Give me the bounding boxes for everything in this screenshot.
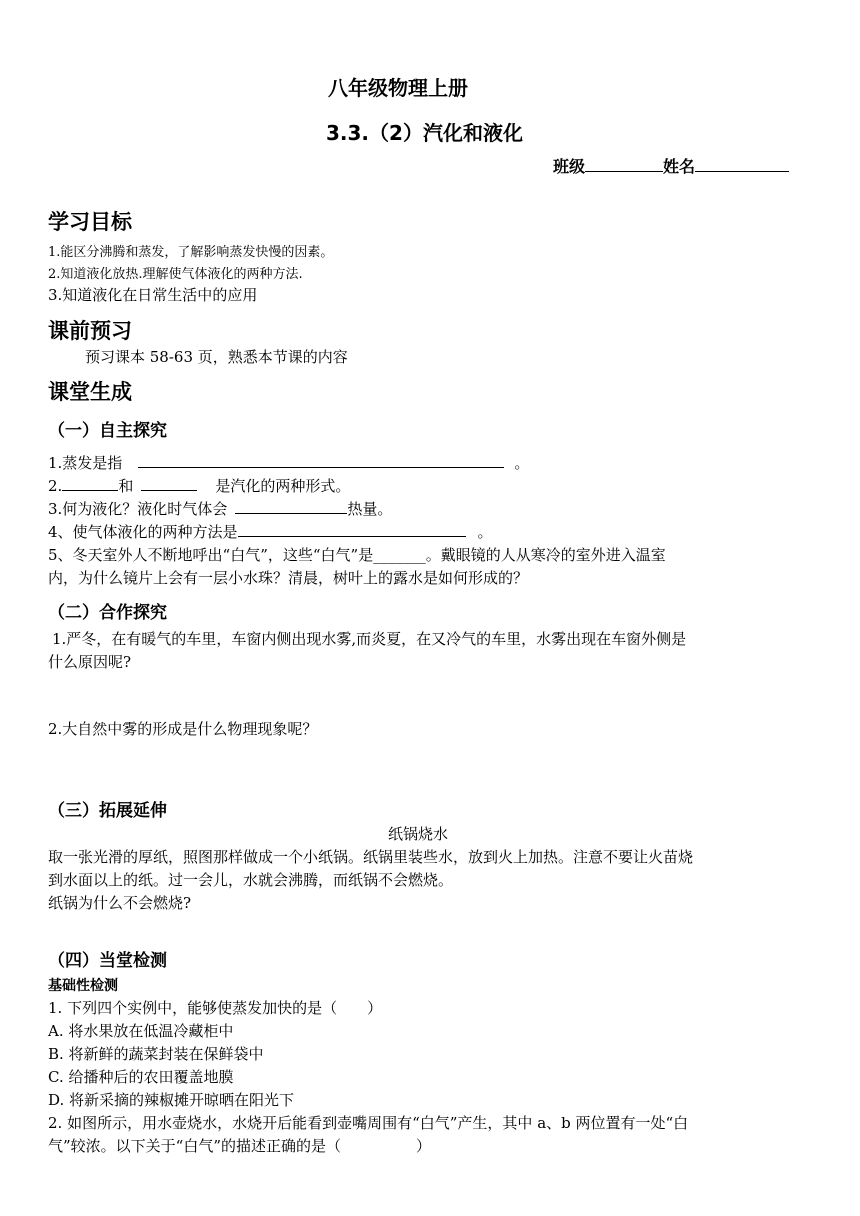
test-option-d: D. 将新采摘的辣椒摊开晾晒在阳光下 [48, 1091, 295, 1109]
question-text: 。 [514, 454, 530, 472]
name-blank[interactable] [695, 157, 789, 172]
objective-item: 1.能区分沸腾和蒸发，了解影响蒸发快慢的因素。 [48, 245, 334, 260]
answer-blank[interactable] [238, 522, 466, 537]
cooperate-heading: （二）合作探究 [48, 603, 167, 623]
question-text: 热量。 [347, 500, 393, 518]
name-label: 姓名 [663, 157, 696, 176]
preview-text: 预习课本 58-63 页，熟悉本节课的内容 [85, 348, 348, 366]
test-question-2-line-2: 气”较浓。以下关于“白气”的描述正确的是（ ） [48, 1137, 432, 1155]
objective-item: 2.知道液化放热.理解使气体液化的两种方法. [48, 267, 303, 282]
answer-blank[interactable] [235, 499, 347, 514]
lesson-title: 3.3.（2）汽化和液化 [326, 121, 523, 145]
question-text: 2. [48, 477, 63, 495]
explore-question-5-line-1: 5、冬天室外人不断地呼出“白气”，这些“白气”是_______。戴眼镜的人从寒冷的室外进入温室 [48, 546, 666, 564]
answer-blank[interactable] [138, 453, 504, 468]
objectives-heading: 学习目标 [48, 210, 132, 234]
extend-text-line-1: 取一张光滑的厚纸，照图那样做成一个小纸锅。纸锅里装些水，放到火上加热。注意不要让火苗烧 [48, 848, 694, 866]
question-text: 3.何为液化？液化时气体会 [48, 500, 228, 518]
cooperate-question-2: 2.大自然中雾的形成是什么物理现象呢？ [48, 720, 318, 738]
classroom-heading: 课堂生成 [48, 380, 132, 404]
extend-text-line-2: 到水面以上的纸。过一会儿，水就会沸腾，而纸锅不会燃烧。 [48, 871, 454, 889]
explore-question-3 [48, 498, 392, 519]
document-title: 八年级物理上册 [328, 76, 468, 100]
test-question-1: 1. 下列四个实例中，能够使蒸发加快的是（ ） [48, 999, 383, 1017]
test-heading: （四）当堂检测 [48, 951, 167, 971]
question-text: 。 [477, 523, 493, 541]
question-text: 1.蒸发是指 [48, 454, 123, 472]
class-blank[interactable] [585, 157, 663, 172]
question-text: 4、使气体液化的两种方法是 [48, 523, 238, 541]
basic-test-label [48, 975, 118, 995]
cooperate-question-1-line-1: 1.严冬，在有暖气的车里，车窗内侧出现水雾,而炎夏，在又冷气的车里，水雾出现在车窗外侧是 [52, 630, 687, 648]
cooperate-question-1-line-2: 什么原因呢? [48, 653, 132, 671]
answer-blank[interactable] [141, 476, 197, 491]
extend-question: 纸锅为什么不会燃烧? [48, 894, 192, 912]
explore-heading: （一）自主探究 [48, 421, 167, 441]
test-option-a: A. 将水果放在低温冷藏柜中 [48, 1022, 234, 1040]
question-text: 和 [118, 477, 134, 495]
explore-question-1 [48, 452, 529, 473]
answer-blank[interactable] [62, 476, 118, 491]
explore-question-4 [48, 521, 493, 542]
explore-question-5-line-2: 内，为什么镜片上会有一层小水珠？清晨，树叶上的露水是如何形成的？ [48, 569, 529, 587]
test-option-b: B. 将新鲜的蔬菜封装在保鲜袋中 [48, 1045, 264, 1063]
test-question-2-line-1: 2. 如图所示，用水壶烧水，水烧开后能看到壶嘴周围有“白气”产生，其中 a、b 两位置有一处“白 [48, 1114, 689, 1132]
test-option-c: C. 给播种后的农田覆盖地膜 [48, 1068, 234, 1086]
extend-subtitle: 纸锅烧水 [388, 825, 449, 843]
basic-test-label-text: 基础性检测 [48, 978, 118, 994]
question-text: 是汽化的两种形式。 [215, 477, 351, 495]
class-label: 班级 [553, 157, 586, 176]
objective-item: 3.知道液化在日常生活中的应用 [48, 286, 258, 304]
student-info [553, 154, 789, 177]
explore-question-2 [48, 475, 350, 496]
extend-heading: （三）拓展延伸 [48, 801, 167, 821]
preview-heading: 课前预习 [48, 319, 132, 343]
